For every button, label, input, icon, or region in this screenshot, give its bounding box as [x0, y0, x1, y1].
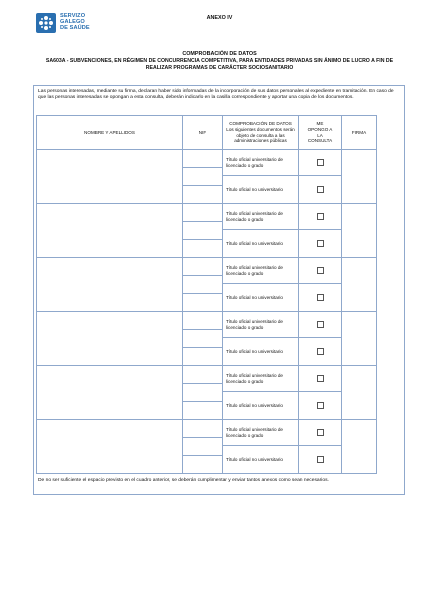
- logo-line: DE SAÚDE: [60, 25, 90, 32]
- checkbox-icon[interactable]: [317, 186, 324, 193]
- table-row: [37, 366, 377, 392]
- doc-university-label: Título oficial universitario de licenciado o grado: [223, 204, 299, 230]
- doc-university-label: Título oficial universitario de licenciado o grado: [223, 150, 299, 176]
- nif-field[interactable]: [183, 258, 223, 312]
- footnote: De no ser suficiente el espacio previsto en el cuadro anterior, se deberán cumplimentar y enviar tantos anexos como sean necesarios.: [38, 478, 329, 483]
- oppose-nonuniversity-checkbox[interactable]: [299, 338, 342, 366]
- oppose-nonuniversity-checkbox[interactable]: [299, 284, 342, 312]
- doc-nonuniversity-label: Título oficial no universitario: [223, 446, 299, 474]
- checkbox-icon[interactable]: [317, 348, 324, 355]
- header-check: COMPROBACIÓN DE DATOS Los siguientes documentos serán objeto de consulta a las administraciones públicas: [223, 116, 299, 150]
- header-nif: NIF: [183, 116, 223, 150]
- signature-field[interactable]: [342, 420, 377, 474]
- header-oppose: ME OPONGO A LA CONSULTA: [299, 116, 342, 150]
- table-row: [37, 258, 377, 284]
- document-subtitle: SA603A - SUBVENCIONES, EN RÉGIMEN DE CONCURRENCIA COMPETITIVA, PARA ENTIDADES PRIVADAS SIN ÁNIMO DE LUCRO A FIN DE REALIZAR PROGRAMAS DE CARÁCTER SOCIOSANITARIO: [45, 58, 394, 71]
- logo-line: GALEGO: [60, 19, 85, 26]
- name-field[interactable]: [37, 366, 183, 420]
- nif-field[interactable]: [183, 420, 223, 474]
- doc-university-label: Título oficial universitario de licenciado o grado: [223, 366, 299, 392]
- name-field[interactable]: [37, 204, 183, 258]
- logo-line: SERVIZO: [60, 13, 86, 19]
- table-row: [37, 204, 377, 230]
- name-field[interactable]: [37, 420, 183, 474]
- header-sign: FIRMA: [342, 116, 377, 150]
- oppose-university-checkbox[interactable]: [299, 366, 342, 392]
- oppose-nonuniversity-checkbox[interactable]: [299, 176, 342, 204]
- signature-field[interactable]: [342, 204, 377, 258]
- signature-field[interactable]: [342, 150, 377, 204]
- oppose-university-checkbox[interactable]: [299, 312, 342, 338]
- annex-label: ANEXO IV: [206, 15, 233, 21]
- oppose-university-checkbox[interactable]: [299, 204, 342, 230]
- table-row: [37, 420, 377, 446]
- checkbox-icon[interactable]: [317, 375, 324, 382]
- header-name: NOMBRE Y APELLIDOS: [37, 116, 183, 150]
- oppose-university-checkbox[interactable]: [299, 420, 342, 446]
- intro-text: Las personas interesadas, mediante su firma, declaran haber sido informadas de la incorporación de sus datos personales al expediente en tramitación. En caso de que las personas interesadas se opongan a esta consulta, deberán indicarlo en la casilla correspondiente y aportar una copia de los documentos.: [38, 89, 394, 101]
- doc-university-label: Título oficial universitario de licenciado o grado: [223, 258, 299, 284]
- doc-university-label: Título oficial universitario de licenciado o grado: [223, 312, 299, 338]
- nif-field[interactable]: [183, 204, 223, 258]
- name-field[interactable]: [37, 258, 183, 312]
- nif-field[interactable]: [183, 150, 223, 204]
- checkbox-icon[interactable]: [317, 321, 324, 328]
- name-field[interactable]: [37, 150, 183, 204]
- checkbox-icon[interactable]: [317, 402, 324, 409]
- nif-field[interactable]: [183, 312, 223, 366]
- checkbox-icon[interactable]: [317, 294, 324, 301]
- doc-nonuniversity-label: Título oficial no universitario: [223, 284, 299, 312]
- doc-university-label: Título oficial universitario de licenciado o grado: [223, 420, 299, 446]
- checkbox-icon[interactable]: [317, 267, 324, 274]
- oppose-university-checkbox[interactable]: [299, 150, 342, 176]
- signature-field[interactable]: [342, 312, 377, 366]
- oppose-nonuniversity-checkbox[interactable]: [299, 446, 342, 474]
- checkbox-icon[interactable]: [317, 240, 324, 247]
- doc-nonuniversity-label: Título oficial no universitario: [223, 230, 299, 258]
- nif-field[interactable]: [183, 366, 223, 420]
- checkbox-icon[interactable]: [317, 213, 324, 220]
- oppose-nonuniversity-checkbox[interactable]: [299, 230, 342, 258]
- table-row: [37, 150, 377, 176]
- signature-field[interactable]: [342, 366, 377, 420]
- signature-field[interactable]: [342, 258, 377, 312]
- oppose-nonuniversity-checkbox[interactable]: [299, 392, 342, 420]
- checkbox-icon[interactable]: [317, 429, 324, 436]
- doc-nonuniversity-label: Título oficial no universitario: [223, 338, 299, 366]
- consent-table: [36, 115, 377, 474]
- table-row: [37, 312, 377, 338]
- doc-nonuniversity-label: Título oficial no universitario: [223, 176, 299, 204]
- checkbox-icon[interactable]: [317, 159, 324, 166]
- checkbox-icon[interactable]: [317, 456, 324, 463]
- doc-nonuniversity-label: Título oficial no universitario: [223, 392, 299, 420]
- document-title: COMPROBACIÓN DE DATOS: [182, 51, 257, 57]
- name-field[interactable]: [37, 312, 183, 366]
- oppose-university-checkbox[interactable]: [299, 258, 342, 284]
